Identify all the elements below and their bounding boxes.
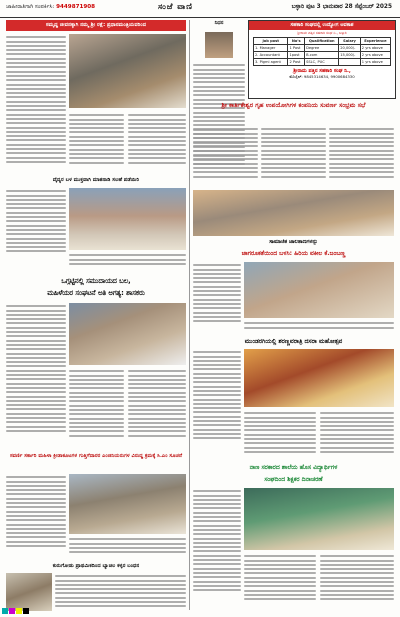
article-1-body-3: [128, 112, 186, 172]
registration-mark-black: [23, 608, 29, 614]
ad-cell: 1 yrs above: [360, 59, 390, 66]
ad-phone: ಮೊಬೈಲ್: 9845314634, 9900684330: [289, 74, 355, 79]
article-5-photo: [244, 262, 394, 318]
ad-cell: B.com: [305, 52, 339, 59]
article-4-body: [193, 126, 258, 188]
article-6-body-2: [244, 410, 316, 460]
article-7-body: [6, 474, 66, 560]
article-6-body: [193, 349, 241, 459]
headline-8b: ಸಂಘದಿಂದ ಶಿಕ್ಷಕರ ದಿನಾಚರಣೆ: [264, 476, 323, 483]
article-7-body-2: [69, 536, 186, 560]
headline-3a: ಒಗ್ಗಟ್ಟಿನಲ್ಲಿ ಸಮುದಾಯದ ಬಲ,: [61, 277, 131, 285]
headline-8a: ನಾಣ ಸರಕಾರದ ಶಾಲೆಯ ಹೊಸ ವಿದ್ಯಾರ್ಥಿಗಳ: [249, 464, 338, 471]
article-8-body-2: [244, 553, 316, 610]
headline-3b: ಮಹಿಳೆಯರ ಸಂಘಟನೆ ಅತಿ ಅಗತ್ಯ: ಶಾಸಕರು: [47, 289, 145, 297]
article-8-body-3: [320, 553, 394, 610]
masthead-phone: [6, 4, 95, 11]
headline-5a: ಸಾಮಾಜಿಕ ಜಾಲತಾಣಗಳನ್ನು: [269, 239, 318, 245]
ad-cell: 2 yrs above: [360, 52, 390, 59]
article-3-body-3: [128, 368, 186, 448]
article-4-body-2: [261, 126, 326, 188]
ad-cell: 20,000/-: [339, 45, 361, 52]
masthead: [0, 0, 400, 18]
article-2-caption: [69, 252, 186, 272]
article-2-photo: [69, 188, 186, 250]
article-1-body: [6, 34, 66, 174]
ad-col-header: Salary: [339, 38, 361, 45]
obituary-title: ನಿಧನ: [214, 20, 224, 26]
registration-mark-yellow: [16, 608, 22, 614]
ad-title: ಸಹಕಾರಿ ಸಂಘದಲ್ಲಿ ಉದ್ಯೋಗ ಅವಕಾಶ: [249, 21, 395, 30]
ad-col-header: Qualification: [305, 38, 339, 45]
article-7-photo: [69, 474, 186, 534]
article-2-body: [6, 188, 66, 260]
article-9-photo: [6, 573, 52, 611]
ad-cell: 15,000/-: [339, 52, 361, 59]
headline-1: ಸಮೃದ್ಧ ಜೀವನಕ್ಕಾಗಿ ನಮ್ಮ ಶ್ರೀ ರಕ್ಷೆ: ಪ್ರಧಾನಮಂತ್ರಿಯವರಿಂದ: [6, 20, 186, 31]
article-4-body-3: [329, 126, 394, 188]
article-1-photo: [69, 34, 186, 108]
phone-number: 9449871908: [56, 4, 96, 10]
registration-mark-magenta: [9, 608, 15, 614]
ad-table-header: [254, 38, 391, 45]
ad-cell: SSLC, PUC: [305, 59, 339, 66]
article-6-body-3: [320, 410, 394, 460]
article-1-body-2: [69, 112, 124, 172]
article-3-body-2: [69, 368, 124, 448]
ad-table-row: [254, 59, 391, 66]
ad-cell: 2 yrs above: [360, 45, 390, 52]
ad-col-header: No's: [288, 38, 305, 45]
ad-cell: 1post: [288, 52, 305, 59]
ad-subtitle: ಶ್ರೀರಾಮ ಪತ್ತಿನ ಸಹಕಾರಿ ಸಂಘ ನಿ., ಬಳ್ಳಾರಿ: [297, 31, 347, 35]
ad-col-header: Experience: [360, 38, 390, 45]
registration-mark-cyan: [2, 608, 8, 614]
headline-2: ವೈದ್ಯರ ಬಳ ಮುಕ್ತವಾಗಿ ಮಾತನಾಡಿ ಸಲಹೆ ಪಡೆಯಿರಿ: [52, 177, 140, 183]
obituary-photo: [205, 32, 233, 58]
headline-4: ಶ್ರೀ ಕಾರ್ತಿಕೇಶ್ವರ ಗೃಹ ಉಪಯೋಗಿಗಳ ಕಂಪನಿಯ ಸುವರ್ಣ ಸಂಭ್ರಮ ಸಭೆ: [221, 102, 366, 109]
phone-label: ಜಾಹೀರಾತಿಗಾಗಿ ಸಂಪರ್ಕಿಸಿ:: [6, 4, 55, 10]
ad-cell: 2. Accountant: [254, 52, 288, 59]
ad-table: [253, 37, 391, 66]
ad-cell: 2 Post: [288, 59, 305, 66]
article-9-body: [55, 573, 186, 611]
ad-cell: 3. Pigmi agent: [254, 59, 288, 66]
headline-9: ಕುರುಗೋಡು ಪ್ರಾಥಮಿಕದಿಂದ ಬ್ಯಾಚಿಲ ಕಳ್ಳರ ಬಂಧನ: [52, 563, 140, 569]
ad-cell: [339, 59, 361, 66]
ad-cell: Degree: [305, 45, 339, 52]
headline-5b: ಜಾಗರೂಕತೆಯಿಂದ ಬಳಸಿ: ಹಿರಿಯ ವಕೀಲ ಕೆ.ಜಂಬಣ್ಣ: [241, 250, 346, 257]
article-3-photo: [69, 303, 186, 365]
headline-7: ಸವರ್ಣಿ ಸರ್ಕಾರಿ ಮಹಿಳಾ ಕ್ರೀಡಾಕೂಟಗಳ ಗುತ್ತಿಗೆದಾರರ ಎಂಜಿನಿಯರುಗಳ ವಿರುದ್ಧ ಕ್ರಮಕ್ಕೆ ಸಿ.ಎಂ ಸೂಚನೆ: [9, 453, 183, 459]
article-5-body: [193, 262, 241, 334]
ad-table-row: [254, 52, 391, 59]
article-5-caption: [244, 320, 394, 334]
job-advertisement: [248, 20, 396, 99]
article-3-body: [6, 303, 66, 445]
edition-date: ಬಳ್ಳಾರಿ ಪುಟ 3 ಭಾನುವಾರ 28 ಸೆಪ್ಟೆಂಬರ್ 2025: [291, 4, 392, 10]
ad-table-row: [254, 45, 391, 52]
article-8-photo: [244, 488, 394, 550]
ad-bank-name: ಶ್ರೀರಾಮ ಪತ್ತಿನ ಸಹಕಾರಿ ಸಂಘ ನಿ.,: [293, 68, 351, 74]
column-rule-1: [189, 20, 190, 610]
article-6-photo: [244, 349, 394, 407]
headline-6: ಮುಂಡರಗಿಯಲ್ಲಿ ಶರಣ್ಣವರಾತ್ರಿ ದಸರಾ ಮಹೋತ್ಸವ: [244, 338, 343, 345]
newspaper-logo: ಸಂಜೆ ವಾಣಿ: [158, 2, 193, 11]
article-8-body: [193, 488, 241, 610]
ad-cell: 1. Manager: [254, 45, 288, 52]
ad-col-header: Job post: [254, 38, 288, 45]
ad-cell: 1 Post: [288, 45, 305, 52]
article-4-photo: [193, 190, 394, 236]
